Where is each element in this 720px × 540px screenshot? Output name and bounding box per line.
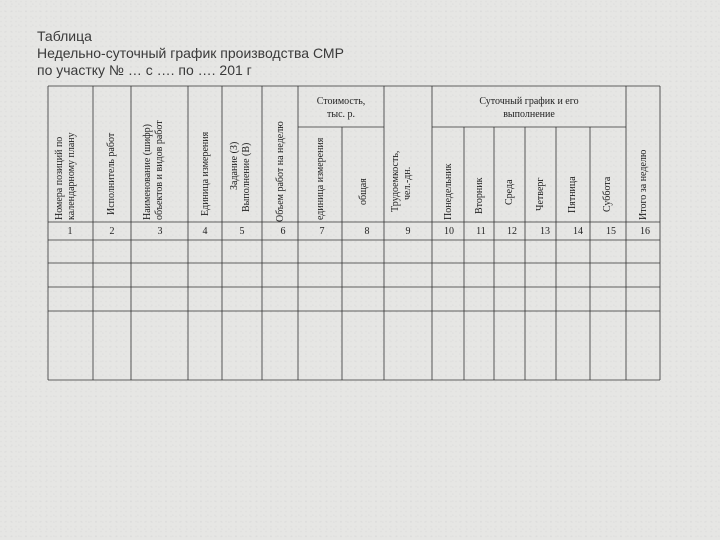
header-day-saturday: Суббота [602, 176, 613, 212]
header-object-name-line1: Наименование (шифр) [142, 124, 153, 220]
header-day-wednesday: Среда [504, 179, 515, 205]
column-number: 7 [319, 226, 325, 237]
header-cost-group-line2: тыс. р. [326, 109, 356, 120]
header-day-tuesday: Вторник [474, 177, 485, 214]
title-line-2: Недельно-суточный график производства СМР [37, 45, 344, 61]
header-day-thursday: Четверг [535, 177, 546, 211]
header-task-execution-line1: Задание (З) [229, 141, 240, 190]
column-number: 11 [476, 226, 486, 237]
column-number: 8 [364, 226, 370, 237]
column-number: 15 [606, 226, 616, 237]
header-schedule-group-line2: выполнение [503, 109, 555, 120]
header-position-numbers-line1: Номера позиций по [54, 136, 65, 220]
table-grid [48, 86, 660, 380]
header-object-name-line2: объектов и видов работ [154, 120, 165, 220]
column-number: 4 [202, 226, 208, 237]
header-day-friday: Пятница [567, 176, 578, 213]
column-number: 9 [405, 226, 411, 237]
column-number-row [68, 226, 651, 237]
header-task-execution-line2: Выполнение (В) [241, 142, 252, 212]
header-labor-line1: Трудоемкость, [390, 150, 401, 212]
column-number: 2 [109, 226, 115, 237]
header-day-monday: Понедельник [443, 163, 454, 220]
column-number: 10 [444, 226, 454, 237]
header-weekly-volume: Объем работ на неделю [275, 121, 286, 222]
column-number: 16 [640, 226, 650, 237]
column-number: 12 [507, 226, 517, 237]
column-number: 1 [67, 226, 73, 237]
header-labor-line2: чел.-дн. [402, 166, 413, 200]
title-line-3: по участку № … с …. по …. 201 г [37, 62, 252, 78]
header-cost-group-line1: Стоимость, [316, 96, 366, 107]
header-executor: Исполнитель работ [106, 132, 117, 215]
column-number: 6 [280, 226, 286, 237]
header-position-numbers-line2: календарному плану [66, 132, 77, 220]
header-schedule-group-line1: Суточный график и его [479, 96, 579, 107]
column-number: 14 [573, 226, 583, 237]
column-number: 5 [239, 226, 245, 237]
title-line-1: Таблица [37, 28, 92, 44]
column-number: 3 [157, 226, 163, 237]
header-cost-total: общая [358, 178, 369, 205]
column-number: 13 [540, 226, 550, 237]
header-weekly-total: Итого за неделю [638, 149, 649, 220]
header-unit: Единица измерения [200, 131, 211, 216]
header-cost-unit: единица измерения [315, 137, 326, 220]
